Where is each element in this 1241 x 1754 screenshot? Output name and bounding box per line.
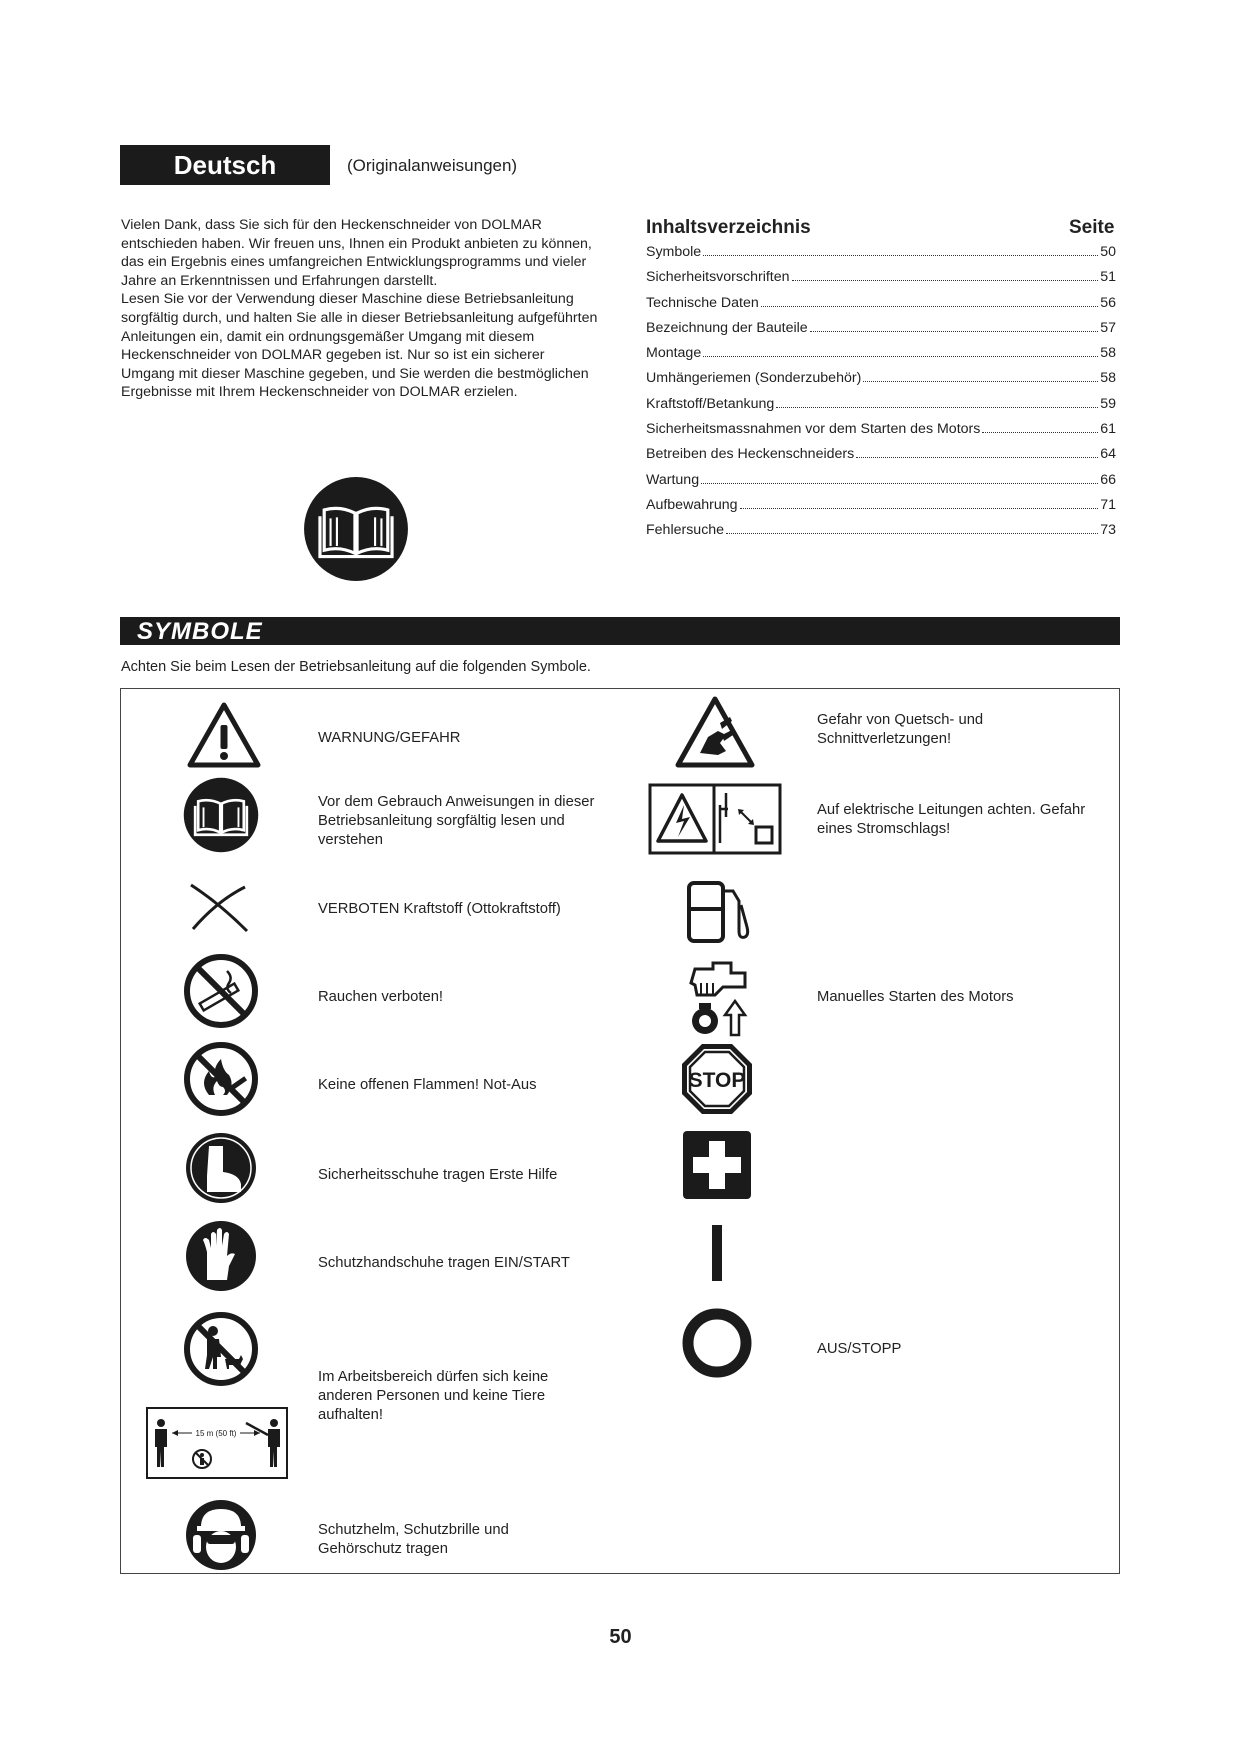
on-start-icon xyxy=(705,1221,729,1285)
read-manual-icon xyxy=(303,476,409,582)
toc-entry[interactable]: Technische Daten 56 xyxy=(646,294,1116,311)
warning-text: WARNUNG/GEFAHR xyxy=(318,730,461,746)
head-protection-icon xyxy=(183,1497,259,1573)
toc-entry[interactable]: Aufbewahrung 71 xyxy=(646,496,1116,513)
no-flames-icon xyxy=(183,1041,259,1117)
crush-cut-warning-icon xyxy=(674,695,756,769)
manual-start-text: Manuelles Starten des Motors xyxy=(817,989,1014,1005)
gloves-icon xyxy=(183,1218,259,1294)
manual-start-icon xyxy=(681,955,753,1041)
language-subtitle: (Originalanweisungen) xyxy=(347,156,518,175)
toc-entry[interactable]: Sicherheitsmassnahmen vor dem Starten des Motors 61 xyxy=(646,421,1116,438)
off-stop-text: AUS/STOPP xyxy=(817,1341,902,1357)
toc-entry[interactable]: Kraftstoff/Betankung 59 xyxy=(646,395,1116,412)
crush-cut-text: Gefahr von Quetsch- und Schnittverletzungen! xyxy=(817,712,984,747)
toc-entry[interactable]: Umhängeriemen (Sonderzubehör) 58 xyxy=(646,370,1116,387)
no-persons-animals-icon xyxy=(183,1311,259,1387)
language-badge: Deutsch xyxy=(120,145,330,185)
stop-label: STOP xyxy=(688,1069,746,1092)
toc-page-heading: Seite xyxy=(1069,217,1115,238)
fuel-forbidden-text: VERBOTEN Kraftstoff (Ottokraftstoff) xyxy=(318,901,561,917)
symbols-box xyxy=(120,688,1120,1574)
safety-shoes-text: Sicherheitsschuhe tragen Erste Hilfe xyxy=(318,1167,558,1183)
safety-shoes-icon xyxy=(183,1130,259,1206)
toc-entry[interactable]: Fehlersuche 73 xyxy=(646,522,1116,539)
page-number: 50 xyxy=(609,1626,632,1648)
electric-lines-text: Auf elektrische Leitungen achten. Gefahr eines Stromschlags! xyxy=(817,802,1086,837)
toc-entry[interactable]: Betreiben des Heckenschneiders 64 xyxy=(646,446,1116,463)
intro-paragraph-1: Vielen Dank, dass Sie sich für den Heckenschneider von DOLMAR entschieden haben. Wir freuen uns, Ihnen ein Produkt anbieten zu können, das ein Ergebnis eines umfangreichen Entwicklungsprogramms und vieler Jahre an Erkenntnissen und Erfahrungen darstellt. xyxy=(121,217,592,289)
intro-text xyxy=(121,216,601,402)
toc-entry[interactable]: Wartung 66 xyxy=(646,471,1116,488)
keep-away-text: Im Arbeitsbereich dürfen sich keine anderen Personen und keine Tiere aufhalten! xyxy=(318,1369,549,1423)
toc-title: Inhaltsverzeichnis xyxy=(646,217,811,238)
symbols-heading-bar xyxy=(120,617,1120,645)
toc-list xyxy=(646,244,1116,548)
toc-entry[interactable]: Symbole 50 xyxy=(646,244,1116,260)
gloves-text: Schutzhandschuhe tragen EIN/START xyxy=(318,1255,570,1271)
toc-entry[interactable]: Sicherheitsvorschriften 51 xyxy=(646,269,1116,286)
first-aid-icon xyxy=(681,1129,753,1201)
toc-entry[interactable]: Montage 58 xyxy=(646,345,1116,362)
fuel-pump-icon xyxy=(681,877,753,947)
no-smoking-icon xyxy=(183,953,259,1029)
intro-paragraph-2: Lesen Sie vor der Verwendung dieser Maschine diese Betriebsanleitung sorgfältig durch, und halten Sie alle in dieser Betriebsanleitung aufgeführten Anleitungen ein, damit ein ordnungsgemäßer Umgang mit diesem Heckenschneider von DOLMAR gegeben ist. Nur so ist ein sicherer Umgang mit dieser Maschine gegeben, und Sie werden die bestmöglichen Ergebnisse mit Ihrem Heckenschneider von DOLMAR erzielen. xyxy=(121,291,598,401)
distance-label: 15 m (50 ft) xyxy=(195,1429,237,1438)
stop-sign-icon xyxy=(679,1041,755,1117)
read-manual-icon xyxy=(183,777,259,853)
electric-lines-warning-icon xyxy=(648,783,782,855)
distance-15m-icon xyxy=(146,1407,288,1479)
warning-triangle-icon xyxy=(186,701,262,769)
off-stop-icon xyxy=(681,1307,753,1379)
symbols-intro: Achten Sie beim Lesen der Betriebsanleitung auf die folgenden Symbole. xyxy=(121,659,591,675)
no-flames-text: Keine offenen Flammen! Not-Aus xyxy=(318,1077,537,1093)
toc-entry[interactable]: Bezeichnung der Bauteile 57 xyxy=(646,319,1116,336)
forbidden-cross-icon xyxy=(187,877,251,935)
symbols-heading: SYMBOLE xyxy=(137,618,263,645)
manual-text: Vor dem Gebrauch Anweisungen in dieser Betriebsanleitung sorgfältig lesen und verstehen xyxy=(318,794,595,848)
head-protection-text: Schutzhelm, Schutzbrille und Gehörschutz tragen xyxy=(318,1522,509,1557)
no-smoking-text: Rauchen verboten! xyxy=(318,989,444,1005)
